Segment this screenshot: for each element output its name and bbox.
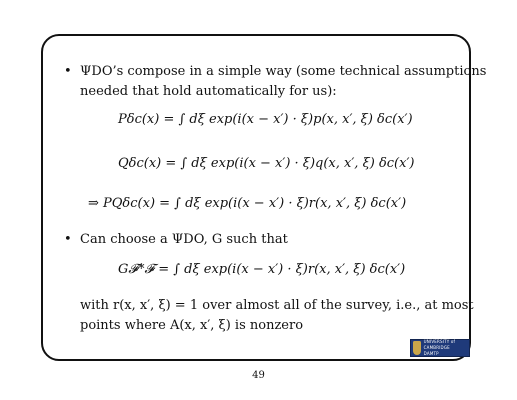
- closing-line-1: with r(x, x′, ξ) = 1 over almost all of the survey, i.e., at most: [80, 298, 474, 313]
- university-logo: [410, 339, 470, 357]
- bullet-1-line-2: needed that hold automatically for us):: [80, 84, 337, 99]
- bullet-dot: •: [64, 232, 72, 247]
- page-number: 49: [252, 370, 265, 381]
- logo-line-2: DAMTP: [423, 351, 439, 356]
- bullet-1: [64, 62, 487, 102]
- logo-line-1: UNIVERSITY of CAMBRIDGE: [423, 339, 456, 350]
- bullet-1-line-1: ΨDO’s compose in a simple way (some technical assumptions: [80, 64, 487, 79]
- equation-p: Pδc(x) = ∫ dξ exp(i(x − x′) · ξ)p(x, x′, ξ) δc(x′): [118, 112, 413, 127]
- bullet-2-line-1: Can choose a ΨDO, G such that: [80, 232, 288, 247]
- equation-pq: ⇒ PQδc(x) = ∫ dξ exp(i(x − x′) · ξ)r(x, x′, ξ) δc(x′): [88, 196, 407, 211]
- crest-icon: [413, 341, 421, 355]
- equation-q: Qδc(x) = ∫ dξ exp(i(x − x′) · ξ)q(x, x′, ξ) δc(x′): [118, 156, 415, 171]
- closing-line-2: points where A(x, x′, ξ) is nonzero: [80, 318, 304, 333]
- bullet-2: [64, 230, 288, 250]
- closing-text: [80, 296, 474, 336]
- bullet-dot: •: [64, 64, 72, 79]
- equation-g: G𝓕*𝓕 = ∫ dξ exp(i(x − x′) · ξ)r(x, x′, ξ) δc(x′): [118, 262, 406, 277]
